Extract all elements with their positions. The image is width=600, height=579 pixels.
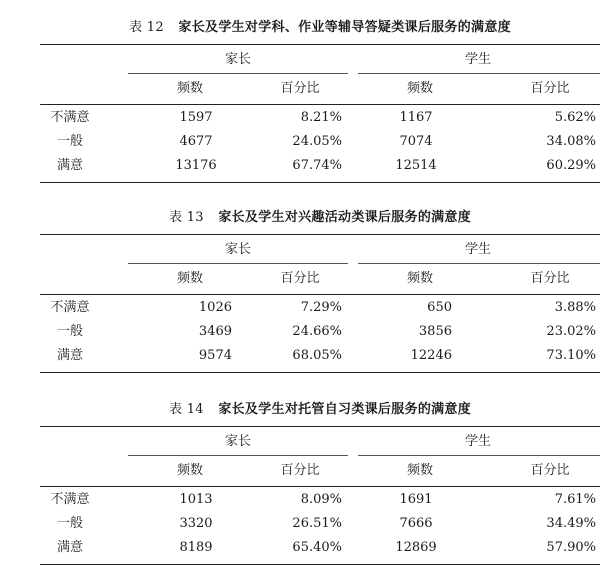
column-header: 频数 [406,81,433,96]
group-header-students: 学生 [464,52,491,67]
column-header: 百分比 [280,271,320,286]
column-header: 频数 [176,81,203,96]
column-header: 频数 [176,271,203,286]
row-label: 不满意 [50,110,90,125]
table-cell: 13176 [175,158,217,173]
table-cell: 1167 [399,110,433,125]
table-cell: 1013 [179,492,213,507]
table-number: 表 12 [129,20,164,35]
table-cell: 5.62% [554,110,596,125]
table-cell: 3320 [179,516,213,531]
row-label: 满意 [56,540,83,555]
column-header: 百分比 [530,463,570,478]
table-13 [40,190,600,380]
group-rule-students [358,263,600,264]
table-cell: 4677 [179,134,213,149]
table-cell: 73.10% [546,348,596,363]
table-cell: 3469 [198,324,232,339]
row-label: 一般 [56,516,83,531]
table-cell: 26.51% [292,516,342,531]
table-cell: 7074 [399,134,433,149]
table-title: 家长及学生对托管自习类课后服务的满意度 [218,402,472,417]
header-rule [40,104,600,105]
table-12 [40,0,600,190]
table-cell: 12869 [395,540,437,555]
top-rule [40,44,600,45]
table-cell: 24.66% [292,324,342,339]
table-cell: 68.05% [292,348,342,363]
table-caption [40,398,600,417]
table-cell: 1026 [198,300,232,315]
table-cell: 57.90% [546,540,596,555]
column-header: 频数 [176,463,203,478]
table-title: 家长及学生对兴趣活动类课后服务的满意度 [218,210,472,225]
table-cell: 12514 [395,158,437,173]
group-header-parents: 家长 [224,242,251,257]
header-rule [40,294,600,295]
group-rule-students [358,73,600,74]
table-cell: 8.09% [300,492,342,507]
group-rule-students [358,455,600,456]
row-label: 满意 [56,158,83,173]
bottom-rule [40,182,600,183]
bottom-rule [40,372,600,373]
table-cell: 34.08% [546,134,596,149]
group-rule-parents [128,73,348,74]
table-cell: 650 [427,300,452,315]
table-caption [40,206,600,225]
row-label: 不满意 [50,300,90,315]
table-cell: 65.40% [292,540,342,555]
group-header-parents: 家长 [224,434,251,449]
bottom-rule [40,564,600,565]
column-header: 频数 [406,463,433,478]
table-cell: 67.74% [292,158,342,173]
table-cell: 12246 [410,348,452,363]
top-rule [40,426,600,427]
group-rule-parents [128,455,348,456]
table-cell: 1597 [179,110,213,125]
table-caption [40,16,600,35]
row-label: 满意 [56,348,83,363]
group-header-students: 学生 [464,242,491,257]
table-cell: 24.05% [292,134,342,149]
top-rule [40,234,600,235]
table-cell: 60.29% [546,158,596,173]
table-14 [40,382,600,572]
row-label: 不满意 [50,492,90,507]
column-header: 百分比 [530,81,570,96]
column-header: 百分比 [280,463,320,478]
table-cell: 3856 [418,324,452,339]
table-number: 表 14 [168,402,204,417]
row-label: 一般 [56,134,83,149]
table-cell: 34.49% [546,516,596,531]
group-header-students: 学生 [464,434,491,449]
column-header: 频数 [406,271,433,286]
table-cell: 8.21% [300,110,342,125]
table-cell: 7.29% [300,300,342,315]
table-cell: 1691 [399,492,433,507]
column-header: 百分比 [280,81,320,96]
table-cell: 23.02% [546,324,596,339]
row-label: 一般 [56,324,83,339]
table-number: 表 13 [168,210,204,225]
table-title: 家长及学生对学科、作业等辅导答疑类课后服务的满意度 [178,20,511,35]
table-cell: 7666 [399,516,433,531]
header-rule [40,486,600,487]
table-cell: 3.88% [554,300,596,315]
column-header: 百分比 [530,271,570,286]
group-rule-parents [128,263,348,264]
table-cell: 7.61% [554,492,596,507]
group-header-parents: 家长 [224,52,251,67]
table-cell: 9574 [198,348,232,363]
table-cell: 8189 [179,540,213,555]
